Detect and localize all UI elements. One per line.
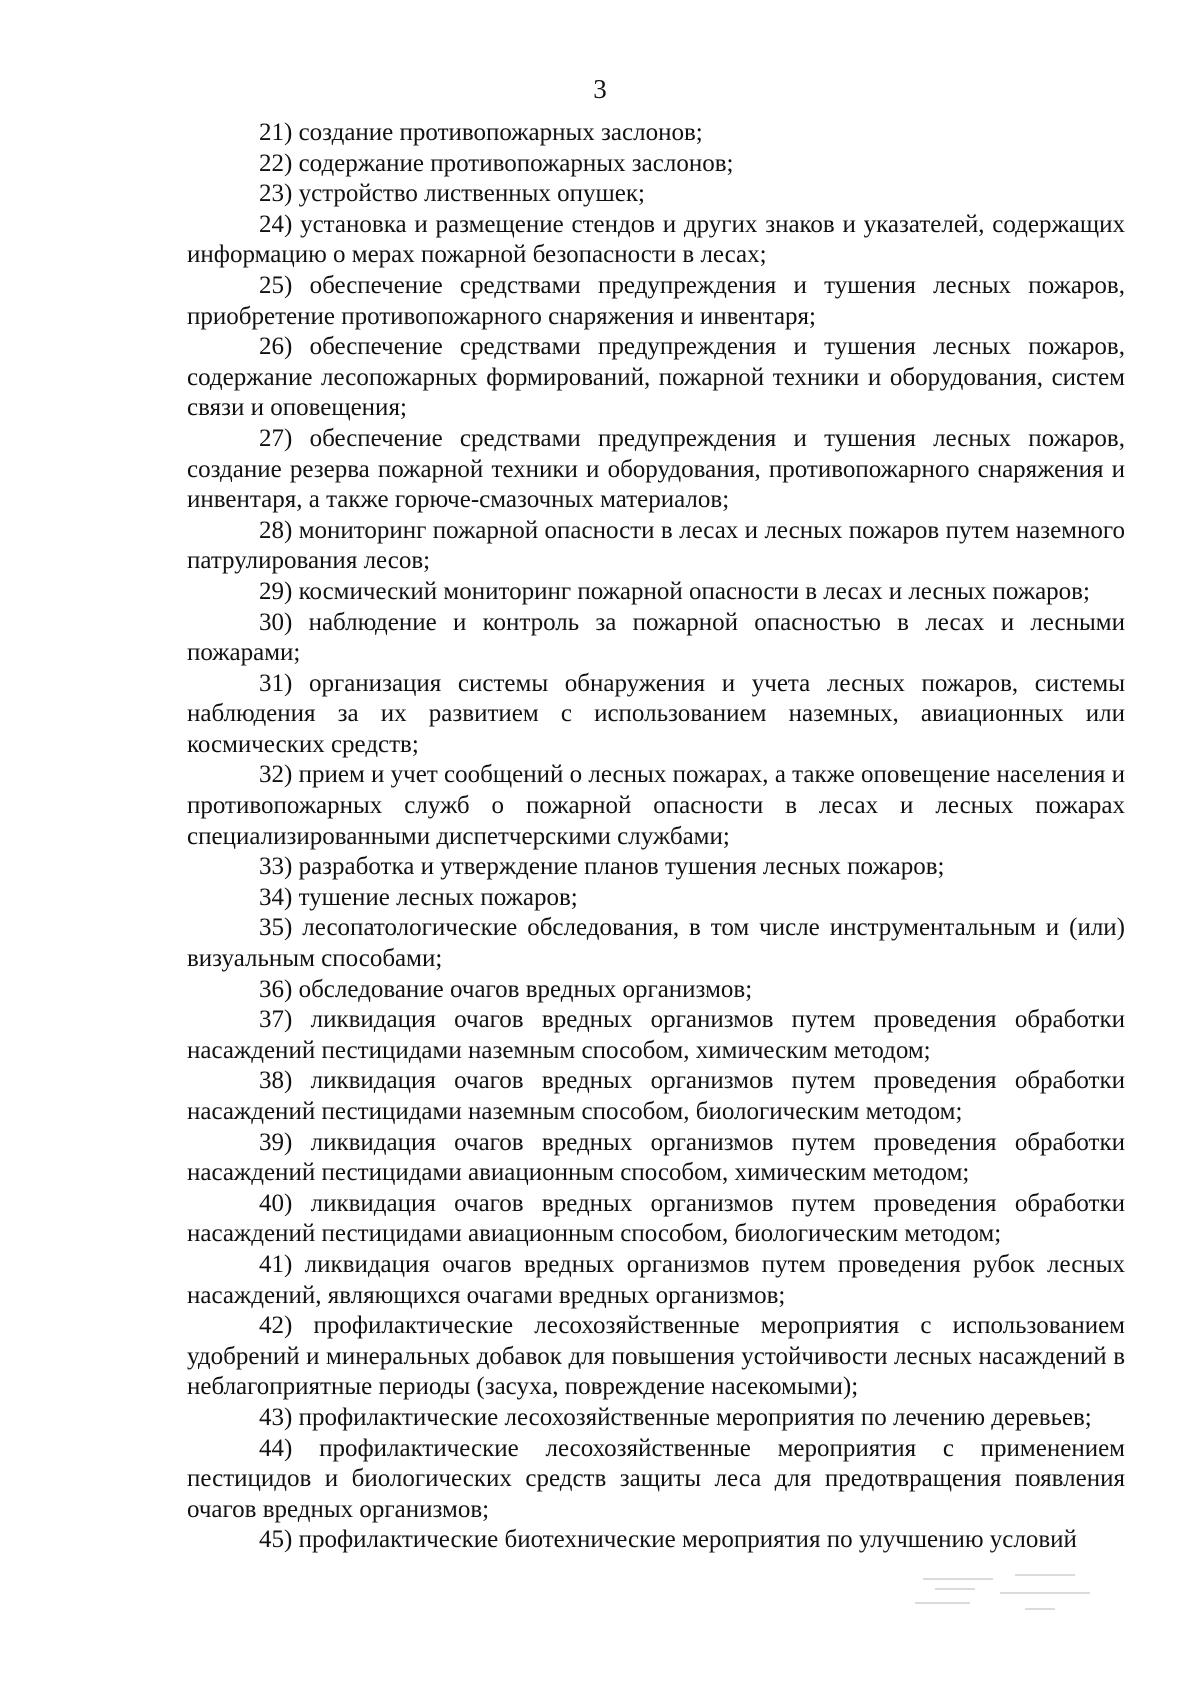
- list-item: 32) прием и учет сообщений о лесных пожарах, а также оповещение населения и противопожарных служб о пожарной опасности в лесах и лесных пожарах специализированными диспетчерскими службами;: [187, 761, 1125, 850]
- list-item: 38) ликвидация очагов вредных организмов путем проведения обработки насаждений пестицидами наземным способом, биологическим методом;: [187, 1067, 1125, 1125]
- list-item: 34) тушение лесных пожаров;: [259, 883, 578, 911]
- list-item: 41) ликвидация очагов вредных организмов путем проведения рубок лесных насаждений, являющихся очагами вредных организмов;: [187, 1250, 1125, 1309]
- list-item: 21) создание противопожарных заслонов;: [259, 119, 703, 146]
- list-item: 22) содержание противопожарных заслонов;: [259, 149, 734, 177]
- list-item: 30) наблюдение и контроль за пожарной опасностью в лесах и лесными пожарами;: [187, 608, 1125, 667]
- list-item: 31) организация системы обнаружения и учета лесных пожаров, системы наблюдения за их развитием с использованием наземных, авиационных или космических средств;: [187, 669, 1125, 758]
- list-item: 44) профилактические лесохозяйственные мероприятия с применением пестицидов и биологических средств защиты леса для предотвращения появления очагов вредных организмов;: [187, 1434, 1125, 1523]
- list-item: 24) установка и размещение стендов и других знаков и указателей, содержащих информацию о мерах пожарной безопасности в лесах;: [187, 210, 1125, 269]
- list-item: 39) ликвидация очагов вредных организмов путем проведения обработки насаждений пестицидами авиационным способом, химическим методом;: [187, 1128, 1125, 1187]
- list-item: 26) обеспечение средствами предупреждения и тушения лесных пожаров, содержание лесопожарных формирований, пожарной техники и оборудования, систем связи и оповещения;: [187, 333, 1125, 422]
- scan-artifact: [905, 1572, 1115, 1618]
- list-item: 45) профилактические биотехнические мероприятия по улучшению условий: [259, 1526, 1077, 1554]
- page-number: 3: [593, 74, 607, 104]
- list-item: 43) профилактические лесохозяйственные мероприятия по лечению деревьев;: [259, 1403, 1092, 1431]
- document-body: [187, 118, 1125, 1556]
- list-item: 25) обеспечение средствами предупреждения и тушения лесных пожаров, приобретение противопожарного снаряжения и инвентаря;: [187, 271, 1125, 330]
- list-item: 23) устройство лиственных опушек;: [259, 180, 645, 208]
- list-item: 36) обследование очагов вредных организмов;: [259, 975, 753, 1003]
- list-item: 28) мониторинг пожарной опасности в лесах и лесных пожаров путем наземного патрулирования лесов;: [187, 516, 1125, 575]
- list-item: 40) ликвидация очагов вредных организмов путем проведения обработки насаждений пестицидами авиационным способом, биологическим методом;: [187, 1189, 1125, 1248]
- list-item: 37) ликвидация очагов вредных организмов путем проведения обработки насаждений пестицидами наземным способом, химическим методом;: [187, 1006, 1125, 1064]
- list-item: 35) лесопатологические обследования, в том числе инструментальным и (или) визуальным способами;: [187, 914, 1125, 973]
- list-item: 27) обеспечение средствами предупреждения и тушения лесных пожаров, создание резерва пожарной техники и оборудования, противопожарного снаряжения и инвентаря, а также горюче-смазочных материалов;: [187, 424, 1125, 514]
- list-item: 42) профилактические лесохозяйственные мероприятия с использованием удобрений и минеральных добавок для повышения устойчивости лесных насаждений в неблагоприятные периоды (засуха, повреждение насекомыми);: [187, 1312, 1125, 1401]
- list-item: 33) разработка и утверждение планов тушения лесных пожаров;: [259, 853, 945, 881]
- list-item: 29) космический мониторинг пожарной опасности в лесах и лесных пожаров;: [259, 577, 1090, 605]
